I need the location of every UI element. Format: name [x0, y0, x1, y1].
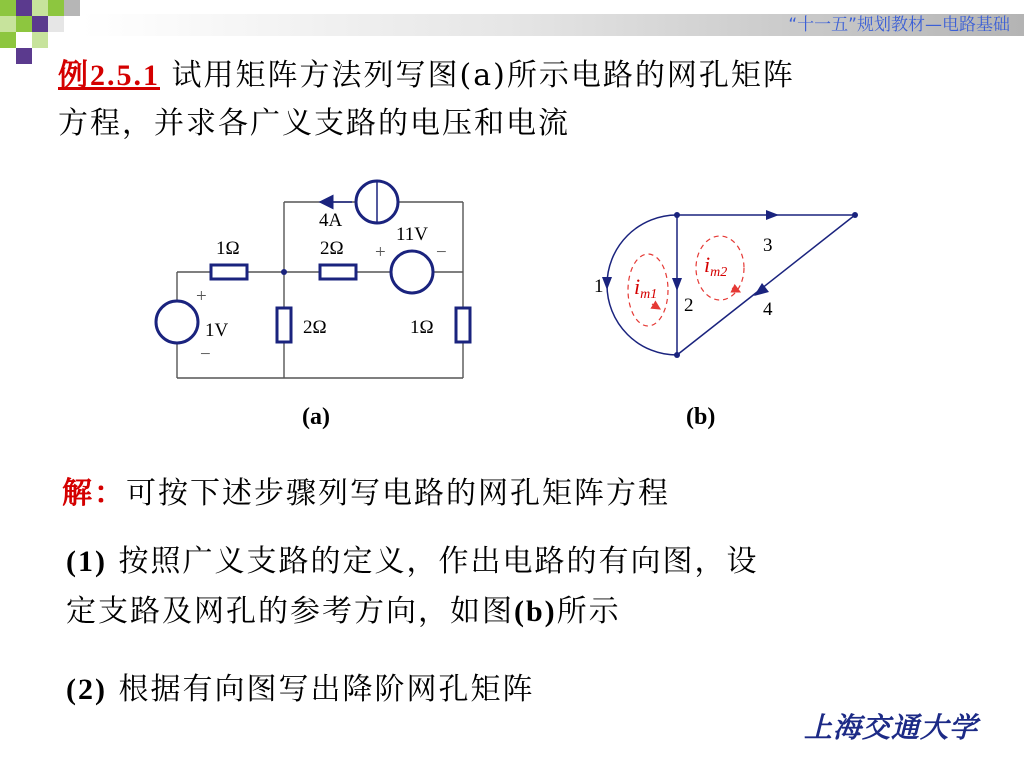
minus-11V: − [436, 242, 447, 263]
graph-b [607, 215, 855, 355]
mesh-2-i: i [704, 252, 711, 277]
step1-number: (1) [66, 545, 107, 578]
step2-text: 根据有向图写出降阶网孔矩阵 [118, 672, 535, 707]
resistor-2ohm-mid [277, 308, 291, 342]
graph-node [674, 212, 680, 218]
label-res-top-mid: 2Ω [320, 238, 344, 259]
branch-1-arrow [602, 277, 612, 290]
voltage-source-1V [156, 301, 198, 343]
label-branch-4: 4 [763, 299, 773, 320]
mesh-1-sub: m1 [640, 287, 658, 302]
label-res-right: 1Ω [410, 317, 434, 338]
solution-intro-text: 可按下述步骤列写电路的网孔矩阵方程 [126, 476, 670, 511]
label-1V: 1V [205, 320, 229, 341]
step2-line [66, 664, 535, 708]
label-11V: 11V [396, 224, 429, 245]
branch-1 [607, 215, 677, 355]
voltage-source-11V [391, 251, 433, 293]
mesh-1-i: i [634, 274, 641, 299]
step1-figure-ref: (b) [514, 595, 557, 628]
step1-text-line2c: 所示 [556, 594, 621, 629]
resistor-1ohm-right [456, 308, 470, 342]
resistor-1ohm-top [211, 265, 247, 279]
label-branch-2: 2 [684, 295, 694, 316]
example-number: 例2.5.1 [58, 59, 160, 92]
mesh-2-sub: m2 [710, 265, 728, 280]
course-title: “十一五”规划教材—电路基础 [788, 15, 1010, 35]
mesh-1-arrow [652, 304, 660, 309]
label-branch-1: 1 [594, 276, 604, 297]
step1-line2 [66, 586, 621, 630]
caption-b: (b) [686, 404, 716, 430]
branch-3-arrow [766, 210, 779, 220]
label-4A: 4A [319, 210, 343, 231]
mesh-1-label [634, 274, 657, 302]
solution-intro [62, 468, 670, 512]
resistor-2ohm-top [320, 265, 356, 279]
branch-2-arrow [672, 278, 682, 291]
minus-1V: − [200, 344, 211, 365]
university-logo: 上海交通大学 [803, 711, 978, 744]
plus-11V: + [375, 242, 386, 263]
mesh-2-label [704, 252, 727, 280]
node-dot [281, 269, 287, 275]
step1-text-line2a: 定支路及网孔的参考方向，如图 [66, 594, 514, 629]
statement-line1: 试用矩阵方法列写图(a)所示电路的网孔矩阵 [171, 58, 795, 93]
step1-line1 [66, 536, 759, 580]
solution-label: 解： [62, 476, 126, 511]
label-branch-3: 3 [763, 235, 773, 256]
graph-node [674, 352, 680, 358]
statement-line2: 方程，并求各广义支路的电压和电流 [58, 106, 570, 141]
caption-a: (a) [302, 404, 330, 430]
label-res-top-left: 1Ω [216, 238, 240, 259]
graph-node [852, 212, 858, 218]
step1-text-line1: 按照广义支路的定义，作出电路的有向图，设 [118, 544, 759, 579]
label-res-mid: 2Ω [303, 317, 327, 338]
step2-number: (2) [66, 673, 107, 706]
plus-1V: + [196, 286, 207, 307]
